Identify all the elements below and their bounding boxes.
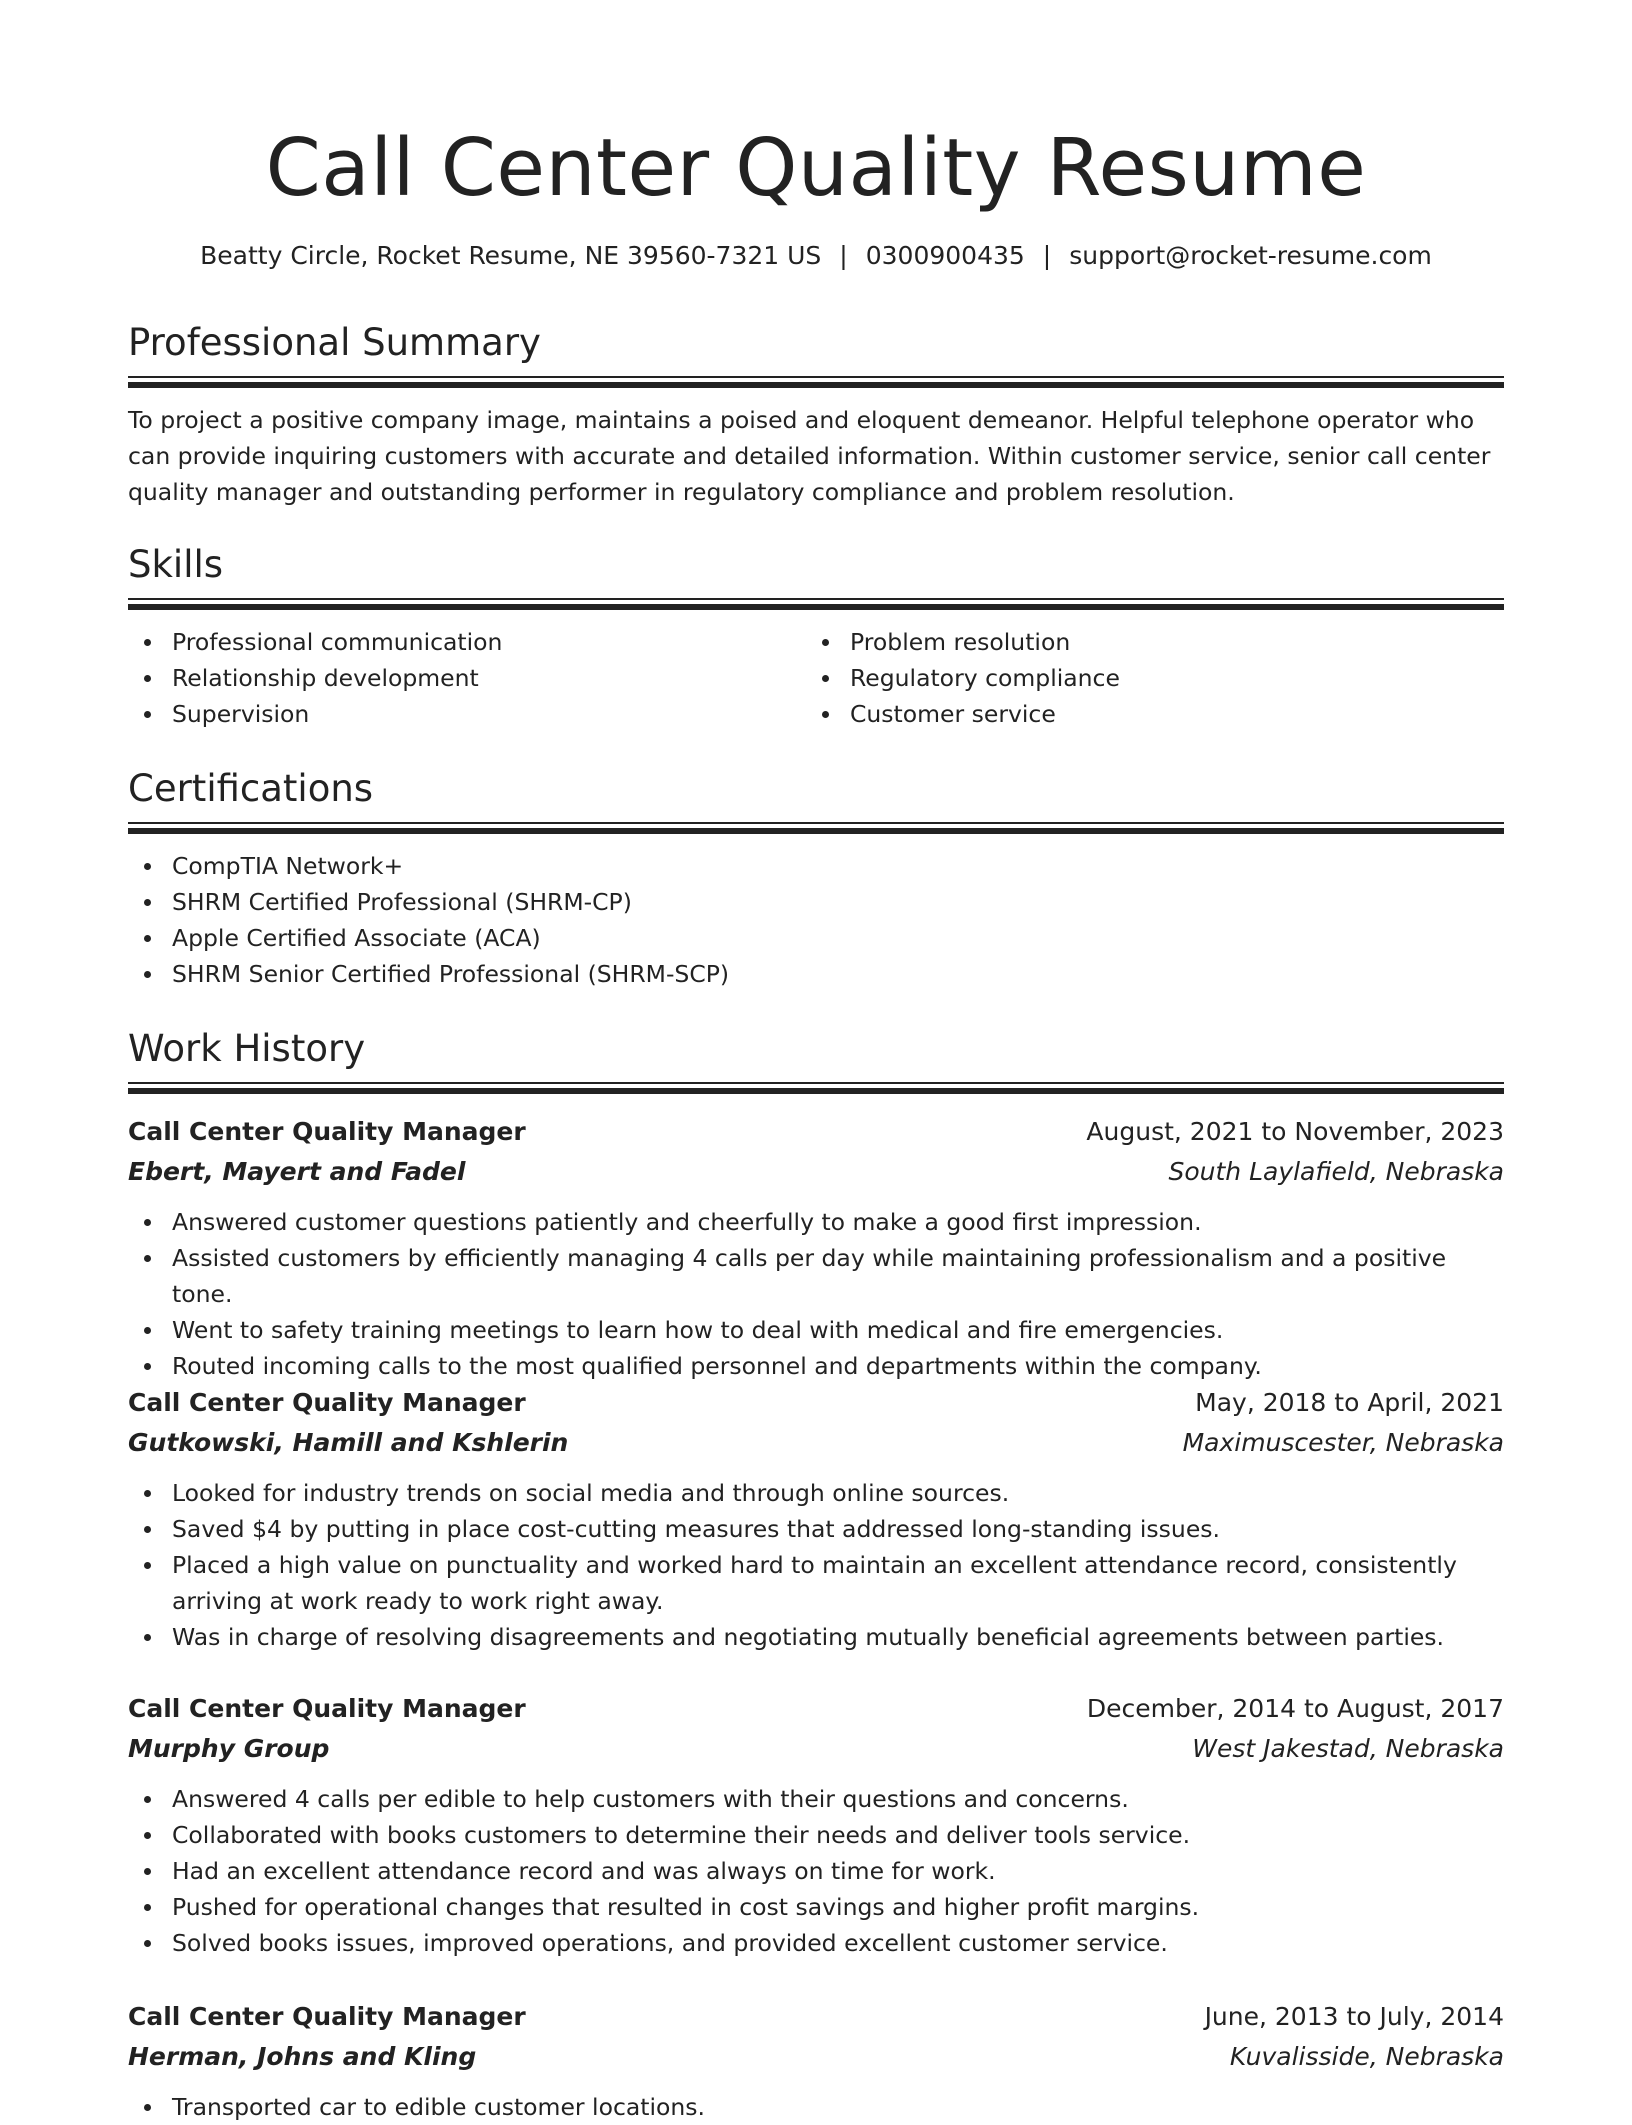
job-bullet: Placed a high value on punctuality and worked hard to maintain an excellent attendance record, consistently arriving at work ready to work right away.	[128, 1547, 1504, 1619]
section-divider	[128, 1082, 1504, 1094]
job-location: Kuvalisside, Nebraska	[1229, 2042, 1504, 2071]
job-entry	[128, 1383, 1504, 1655]
certifications-heading: Certifications	[128, 767, 374, 810]
skills-list-right	[806, 624, 1484, 732]
skill-item: Relationship development	[128, 660, 806, 696]
job-bullets	[128, 1475, 1504, 1655]
job-company: Gutkowski, Hamill and Kshlerin	[128, 1428, 569, 1457]
job-bullet: Solved books issues, improved operations, and provided excellent customer service.	[128, 1925, 1504, 1961]
section-divider	[128, 822, 1504, 834]
skill-item: Problem resolution	[806, 624, 1484, 660]
certification-item: Apple Certified Associate (ACA)	[128, 920, 1504, 956]
contact-phone: 0300900435	[865, 241, 1025, 270]
skills-list-left	[128, 624, 806, 732]
job-dates: May, 2018 to April, 2021	[1195, 1388, 1504, 1417]
contact-separator: |	[1042, 241, 1052, 270]
job-bullet: Had an excellent attendance record and was always on time for work.	[128, 1853, 1504, 1889]
job-company-row	[128, 2037, 1504, 2077]
skill-item: Regulatory compliance	[806, 660, 1484, 696]
job-company: Ebert, Mayert and Fadel	[128, 1157, 466, 1186]
job-title: Call Center Quality Manager	[128, 1388, 526, 1417]
job-bullet: Went to safety training meetings to learn how to deal with medical and fire emergencies.	[128, 1312, 1504, 1348]
skills-columns	[128, 624, 1504, 732]
job-bullet: Collaborated with books customers to determine their needs and deliver tools service.	[128, 1817, 1504, 1853]
certification-item: SHRM Senior Certified Professional (SHRM-SCP)	[128, 956, 1504, 992]
skill-item: Supervision	[128, 696, 806, 732]
job-bullet: Answered 4 calls per edible to help customers with their questions and concerns.	[128, 1781, 1504, 1817]
job-header-row	[128, 1383, 1504, 1423]
section-divider	[128, 598, 1504, 610]
contact-separator: |	[839, 241, 848, 270]
job-bullet: Answered customer questions patiently and cheerfully to make a good first impression.	[128, 1204, 1504, 1240]
job-dates: June, 2013 to July, 2014	[1204, 2002, 1504, 2031]
contact-line	[128, 238, 1504, 274]
job-location: West Jakestad, Nebraska	[1192, 1734, 1504, 1763]
skill-item: Professional communication	[128, 624, 806, 660]
job-entry	[128, 1689, 1504, 1961]
job-company-row	[128, 1729, 1504, 1769]
certifications-list	[128, 848, 1504, 992]
job-title: Call Center Quality Manager	[128, 2002, 526, 2031]
summary-text: To project a positive company image, maintains a poised and eloquent demeanor. Helpful telephone operator who can provide inquiring customers with accurate and detailed information. Within customer service, senior call center quality manager and outstanding performer in regulatory compliance and problem resolution.	[128, 406, 1491, 506]
job-bullet: Was in charge of resolving disagreements and negotiating mutually beneficial agreements between parties.	[128, 1619, 1504, 1655]
job-bullet: Pushed for operational changes that resulted in cost savings and higher profit margins.	[128, 1889, 1504, 1925]
job-title: Call Center Quality Manager	[128, 1694, 526, 1723]
job-bullet: Saved $4 by putting in place cost-cutting measures that addressed long-standing issues.	[128, 1511, 1504, 1547]
section-divider	[128, 376, 1504, 388]
job-header-row	[128, 1997, 1504, 2037]
job-entry	[128, 1112, 1504, 1384]
summary-heading: Professional Summary	[128, 321, 541, 364]
job-dates: December, 2014 to August, 2017	[1086, 1694, 1504, 1723]
work-history-section	[128, 1024, 1504, 1094]
job-entry	[128, 1997, 1504, 2125]
job-bullets	[128, 1204, 1504, 1384]
job-header-row	[128, 1689, 1504, 1729]
job-bullets	[128, 2089, 1504, 2125]
job-company-row	[128, 1152, 1504, 1192]
job-bullets	[128, 1781, 1504, 1961]
certification-item: SHRM Certified Professional (SHRM-CP)	[128, 884, 1504, 920]
skill-item: Customer service	[806, 696, 1484, 732]
job-company: Murphy Group	[128, 1734, 330, 1763]
job-location: South Laylafield, Nebraska	[1168, 1157, 1504, 1186]
contact-address: Beatty Circle, Rocket Resume, NE 39560-7321 US	[200, 241, 822, 270]
work-history-heading: Work History	[128, 1027, 366, 1070]
job-location: Maximuscester, Nebraska	[1182, 1428, 1504, 1457]
summary-section	[128, 318, 1504, 510]
certifications-section	[128, 764, 1504, 992]
certification-item: CompTIA Network+	[128, 848, 1504, 884]
job-bullet: Looked for industry trends on social media and through online sources.	[128, 1475, 1504, 1511]
job-bullet: Assisted customers by efficiently managing 4 calls per day while maintaining professionalism and a positive tone.	[128, 1240, 1504, 1312]
job-bullet: Routed incoming calls to the most qualified personnel and departments within the company.	[128, 1348, 1504, 1384]
job-title: Call Center Quality Manager	[128, 1117, 526, 1146]
skills-heading: Skills	[128, 543, 224, 586]
job-bullet: Transported car to edible customer locations.	[128, 2089, 1504, 2125]
skills-section	[128, 540, 1504, 732]
job-company-row	[128, 1423, 1504, 1463]
job-header-row	[128, 1112, 1504, 1152]
job-company: Herman, Johns and Kling	[128, 2042, 477, 2071]
resume-title: Call Center Quality Resume	[265, 122, 1367, 214]
contact-email: support@rocket-resume.com	[1069, 241, 1432, 270]
job-dates: August, 2021 to November, 2023	[1086, 1117, 1504, 1146]
